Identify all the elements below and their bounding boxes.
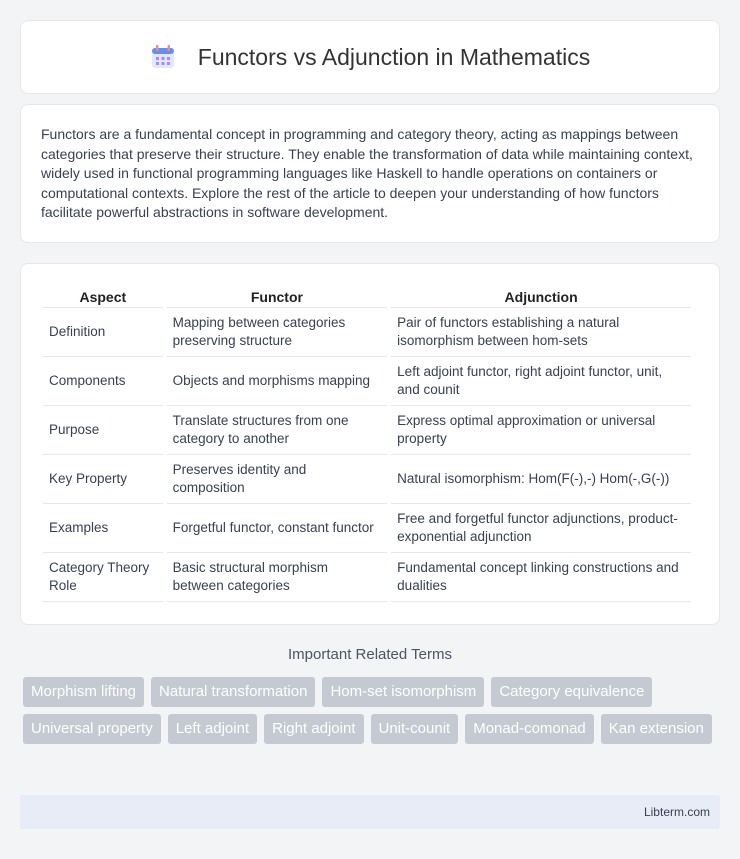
- cell-adjunction: Free and forgetful functor adjunctions, product-exponential adjunction: [391, 504, 691, 553]
- cell-aspect: Category Theory Role: [43, 553, 163, 602]
- table-header-row: [43, 286, 691, 308]
- cell-functor: Basic structural morphism between categories: [167, 553, 388, 602]
- comparison-table: [39, 286, 695, 602]
- cell-functor: Translate structures from one category to another: [167, 406, 388, 455]
- cell-adjunction: Left adjoint functor, right adjoint functor, unit, and counit: [391, 357, 691, 406]
- cell-adjunction: Express optimal approximation or universal property: [391, 406, 691, 455]
- cell-aspect: Components: [43, 357, 163, 406]
- intro-card: [20, 104, 720, 243]
- cell-functor: Preserves identity and composition: [167, 455, 388, 504]
- header-card: [20, 20, 720, 94]
- tag-category-equivalence[interactable]: Category equivalence: [491, 677, 652, 707]
- cell-aspect: Examples: [43, 504, 163, 553]
- cell-functor: Forgetful functor, constant functor: [167, 504, 388, 553]
- tag-unit-counit[interactable]: Unit-counit: [371, 714, 459, 744]
- cell-aspect: Key Property: [43, 455, 163, 504]
- cell-functor: Objects and morphisms mapping: [167, 357, 388, 406]
- related-terms-title: Important Related Terms: [288, 646, 452, 663]
- tag-left-adjoint[interactable]: Left adjoint: [168, 714, 257, 744]
- intro-text: Functors are a fundamental concept in programming and category theory, acting as mappings between categories that preserve their structure. They enable the transformation of data while maintaining context, widely used in functional programming languages like Haskell to handle operations on containers or computational contexts. Explore the rest of the article to deepen your understanding of how functors facilitate powerful abstractions in software development.: [41, 126, 693, 221]
- header-functor: Functor: [167, 286, 388, 308]
- header-aspect: Aspect: [43, 286, 163, 308]
- calendar-icon: [150, 44, 176, 70]
- page-title: Functors vs Adjunction in Mathematics: [197, 43, 591, 70]
- comparison-card: [20, 263, 720, 625]
- tag-right-adjoint[interactable]: Right adjoint: [264, 714, 363, 744]
- table-row: [43, 553, 691, 602]
- table-row: [43, 504, 691, 553]
- tag-morphism-lifting[interactable]: Morphism lifting: [23, 677, 144, 707]
- tag-universal-property[interactable]: Universal property: [23, 714, 161, 744]
- table-row: [43, 406, 691, 455]
- cell-aspect: Definition: [43, 308, 163, 357]
- footer-brand[interactable]: Libterm.com: [643, 805, 710, 819]
- cell-functor: Mapping between categories preserving structure: [167, 308, 388, 357]
- tag-monad-comonad[interactable]: Monad-comonad: [465, 714, 594, 744]
- tag-natural-transformation[interactable]: Natural transformation: [151, 677, 315, 707]
- tag-hom-set-isomorphism[interactable]: Hom-set isomorphism: [322, 677, 484, 707]
- table-row: [43, 455, 691, 504]
- cell-adjunction: Natural isomorphism: Hom(F(-),-) Hom(-,G(-)): [391, 455, 691, 504]
- cell-adjunction: Fundamental concept linking constructions and dualities: [391, 553, 691, 602]
- cell-adjunction: Pair of functors establishing a natural isomorphism between hom-sets: [391, 308, 691, 357]
- header-adjunction: Adjunction: [391, 286, 691, 308]
- tag-kan-extension[interactable]: Kan extension: [601, 714, 712, 744]
- table-row: [43, 308, 691, 357]
- related-terms-list: [23, 677, 723, 751]
- footer: [20, 795, 720, 829]
- cell-aspect: Purpose: [43, 406, 163, 455]
- table-row: [43, 357, 691, 406]
